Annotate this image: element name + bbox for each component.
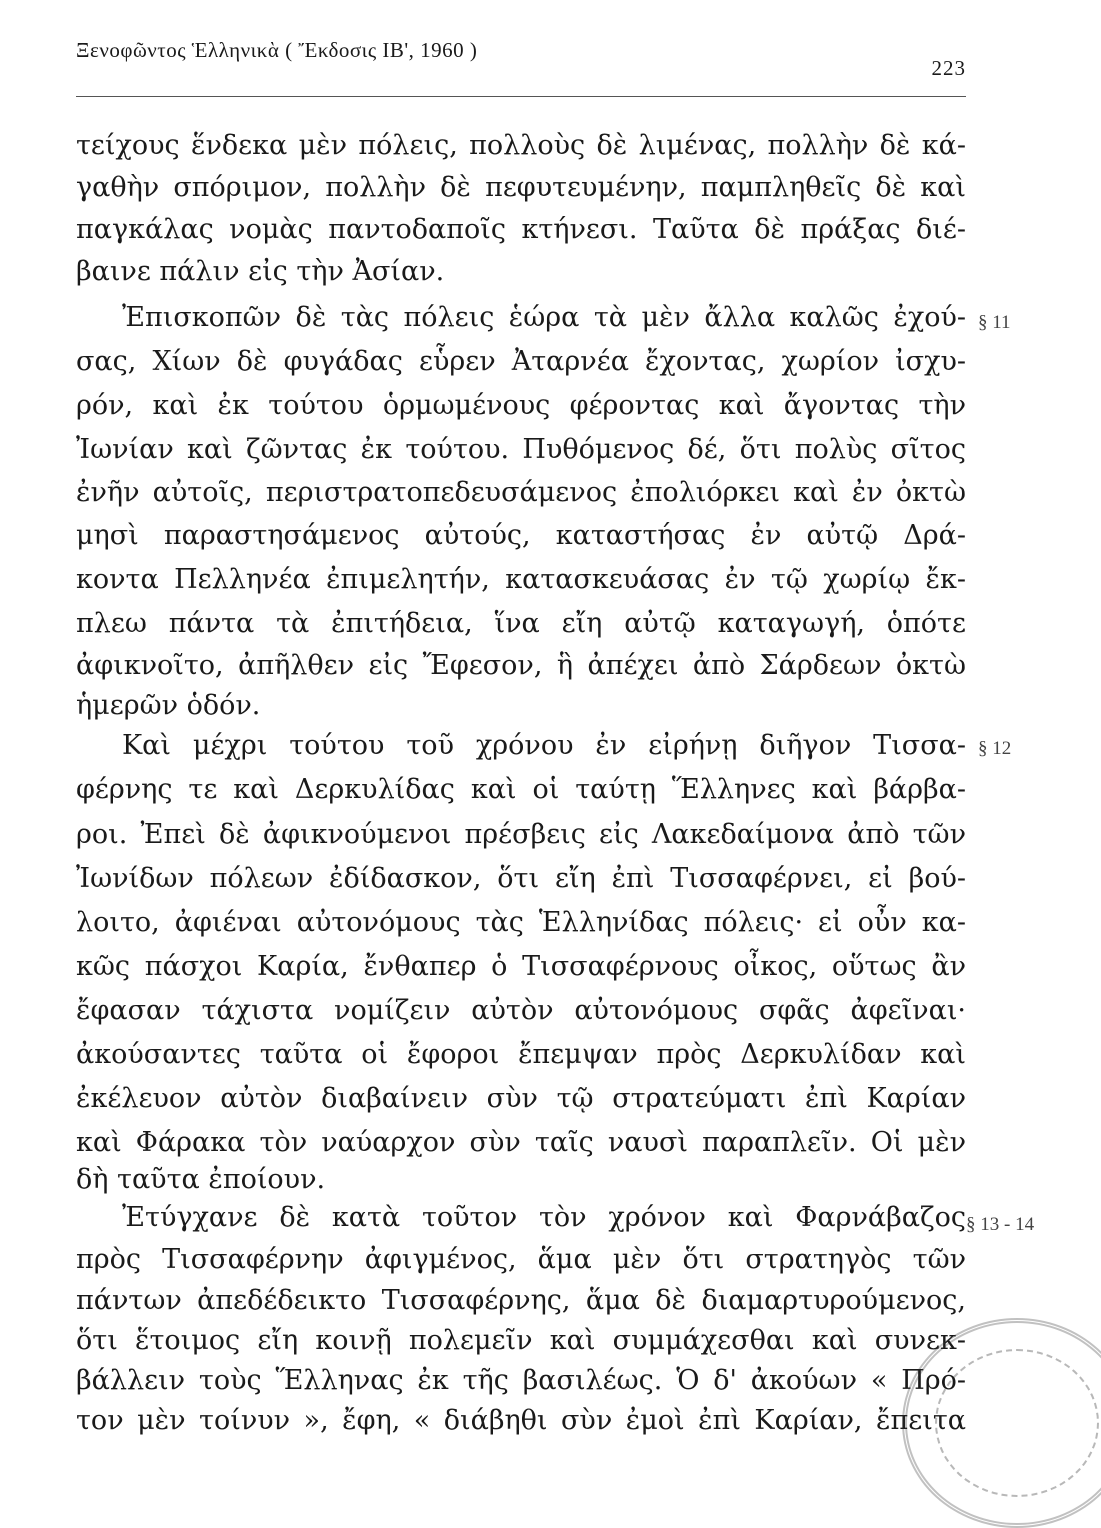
- text-line: παγκάλας νομὰς παντοδαποῖς κτήνεσι. Ταῦτα δὲ πράξας διέ-: [76, 214, 966, 245]
- text-line: κοντα Πελληνέα ἐπιμελητήν, κατασκευάσας ἐν τῷ χωρίῳ ἔκ-: [76, 564, 966, 595]
- header-title: Ξενοφῶντος Ἑλληνικὰ ( Ἔκδοσις ΙΒ', 1960 ): [76, 38, 478, 62]
- section-marker-11: § 11: [978, 312, 1011, 333]
- text-line: βάλλειν τοὺς Ἕλληνας ἐκ τῆς βασιλέως. Ὁ δ' ἀκούων « Πρό-: [76, 1365, 966, 1396]
- text-line: σας, Χίων δὲ φυγάδας εὗρεν Ἀταρνέα ἔχοντας, χωρίον ἰσχυ-: [76, 346, 966, 377]
- text-line: τείχους ἕνδεκα μὲν πόλεις, πολλοὺς δὲ λιμένας, πολλὴν δὲ κά-: [76, 130, 966, 161]
- text-line: φέρνης τε καὶ Δερκυλίδας καὶ οἱ ταύτῃ Ἕλληνες καὶ βάρβα-: [76, 774, 966, 805]
- text-line: πάντων ἀπεδέδεικτο Τισσαφέρνης, ἅμα δὲ διαμαρτυρούμενος,: [76, 1285, 966, 1316]
- text-line: κῶς πάσχοι Καρία, ἔνθαπερ ὁ Τισσαφέρνους οἶκος, οὕτως ἂν: [76, 951, 966, 982]
- text-line: ἐκέλευον αὐτὸν διαβαίνειν σὺν τῷ στρατεύματι ἐπὶ Καρίαν: [76, 1083, 966, 1114]
- text-line: καὶ Φάρακα τὸν ναύαρχον σὺν ταῖς ναυσὶ παραπλεῖν. Οἱ μὲν: [76, 1127, 966, 1158]
- text-line: πρὸς Τισσαφέρνην ἀφιγμένος, ἅμα μὲν ὅτι στρατηγὸς τῶν: [76, 1244, 966, 1275]
- running-header: [76, 30, 966, 97]
- text-line: τον μὲν τοίνυν », ἔφη, « διάβηθι σὺν ἐμοὶ ἐπὶ Καρίαν, ἔπειτα: [76, 1405, 966, 1436]
- section-marker-12: § 12: [978, 738, 1012, 759]
- text-line: ἡμερῶν ὁδόν.: [76, 690, 261, 721]
- text-line: γαθὴν σπόριμον, πολλὴν δὲ πεφυτευμένην, παμπληθεῖς δὲ καὶ: [76, 172, 966, 203]
- text-line: μησὶ παραστησάμενος αὐτούς, καταστήσας ἐν αὐτῷ Δρά-: [76, 520, 966, 551]
- text-line: ἀκούσαντες ταῦτα οἱ ἔφοροι ἔπεμψαν πρὸς Δερκυλίδαν καὶ: [76, 1039, 966, 1070]
- text-line: Ἰωνίδων πόλεων ἐδίδασκον, ὅτι εἴη ἐπὶ Τισσαφέρνει, εἰ βού-: [76, 863, 966, 894]
- paragraph-start-line: Ἐπισκοπῶν δὲ τὰς πόλεις ἑώρα τὰ μὲν ἄλλα καλῶς ἐχού-: [122, 302, 966, 333]
- section-marker-13-14: § 13 - 14: [966, 1214, 1035, 1235]
- page-number: 223: [931, 56, 966, 80]
- text-line: πλεω πάντα τὰ ἐπιτήδεια, ἵνα εἴη αὐτῷ καταγωγή, ὁπότε: [76, 608, 966, 639]
- text-line: Ἰωνίαν καὶ ζῶντας ἐκ τούτου. Πυθόμενος δέ, ὅτι πολὺς σῖτος: [76, 434, 966, 465]
- text-line: βαινε πάλιν εἰς τὴν Ἀσίαν.: [76, 256, 445, 287]
- text-line: ὅτι ἕτοιμος εἴη κοινῇ πολεμεῖν καὶ συμμάχεσθαι καὶ συνεκ-: [76, 1325, 966, 1356]
- text-line: δὴ ταῦτα ἐποίουν.: [76, 1164, 326, 1195]
- paragraph-start-line: Ἐτύγχανε δὲ κατὰ τοῦτον τὸν χρόνον καὶ Φαρνάβαζος: [122, 1202, 966, 1233]
- text-line: ἐνῆν αὐτοῖς, περιστρατοπεδευσάμενος ἐπολιόρκει καὶ ἐν ὀκτὼ: [76, 477, 966, 508]
- text-line: ἔφασαν τάχιστα νομίζειν αὐτὸν αὐτονόμους σφᾶς ἀφεῖναι·: [76, 995, 966, 1026]
- text-line: ροι. Ἐπεὶ δὲ ἀφικνούμενοι πρέσβεις εἰς Λακεδαίμονα ἀπὸ τῶν: [76, 819, 966, 850]
- paragraph-start-line: Καὶ μέχρι τούτου τοῦ χρόνου ἐν εἰρήνῃ διῆγον Τισσα-: [122, 730, 966, 761]
- text-line: ἀφικνοῖτο, ἀπῆλθεν εἰς Ἔφεσον, ἣ ἀπέχει ἀπὸ Σάρδεων ὀκτὼ: [76, 650, 966, 681]
- text-line: ρόν, καὶ ἐκ τούτου ὁρμωμένους φέροντας καὶ ἄγοντας τὴν: [76, 390, 966, 421]
- text-line: λοιτο, ἀφιέναι αὐτονόμους τὰς Ἑλληνίδας πόλεις· εἰ οὖν κα-: [76, 907, 966, 938]
